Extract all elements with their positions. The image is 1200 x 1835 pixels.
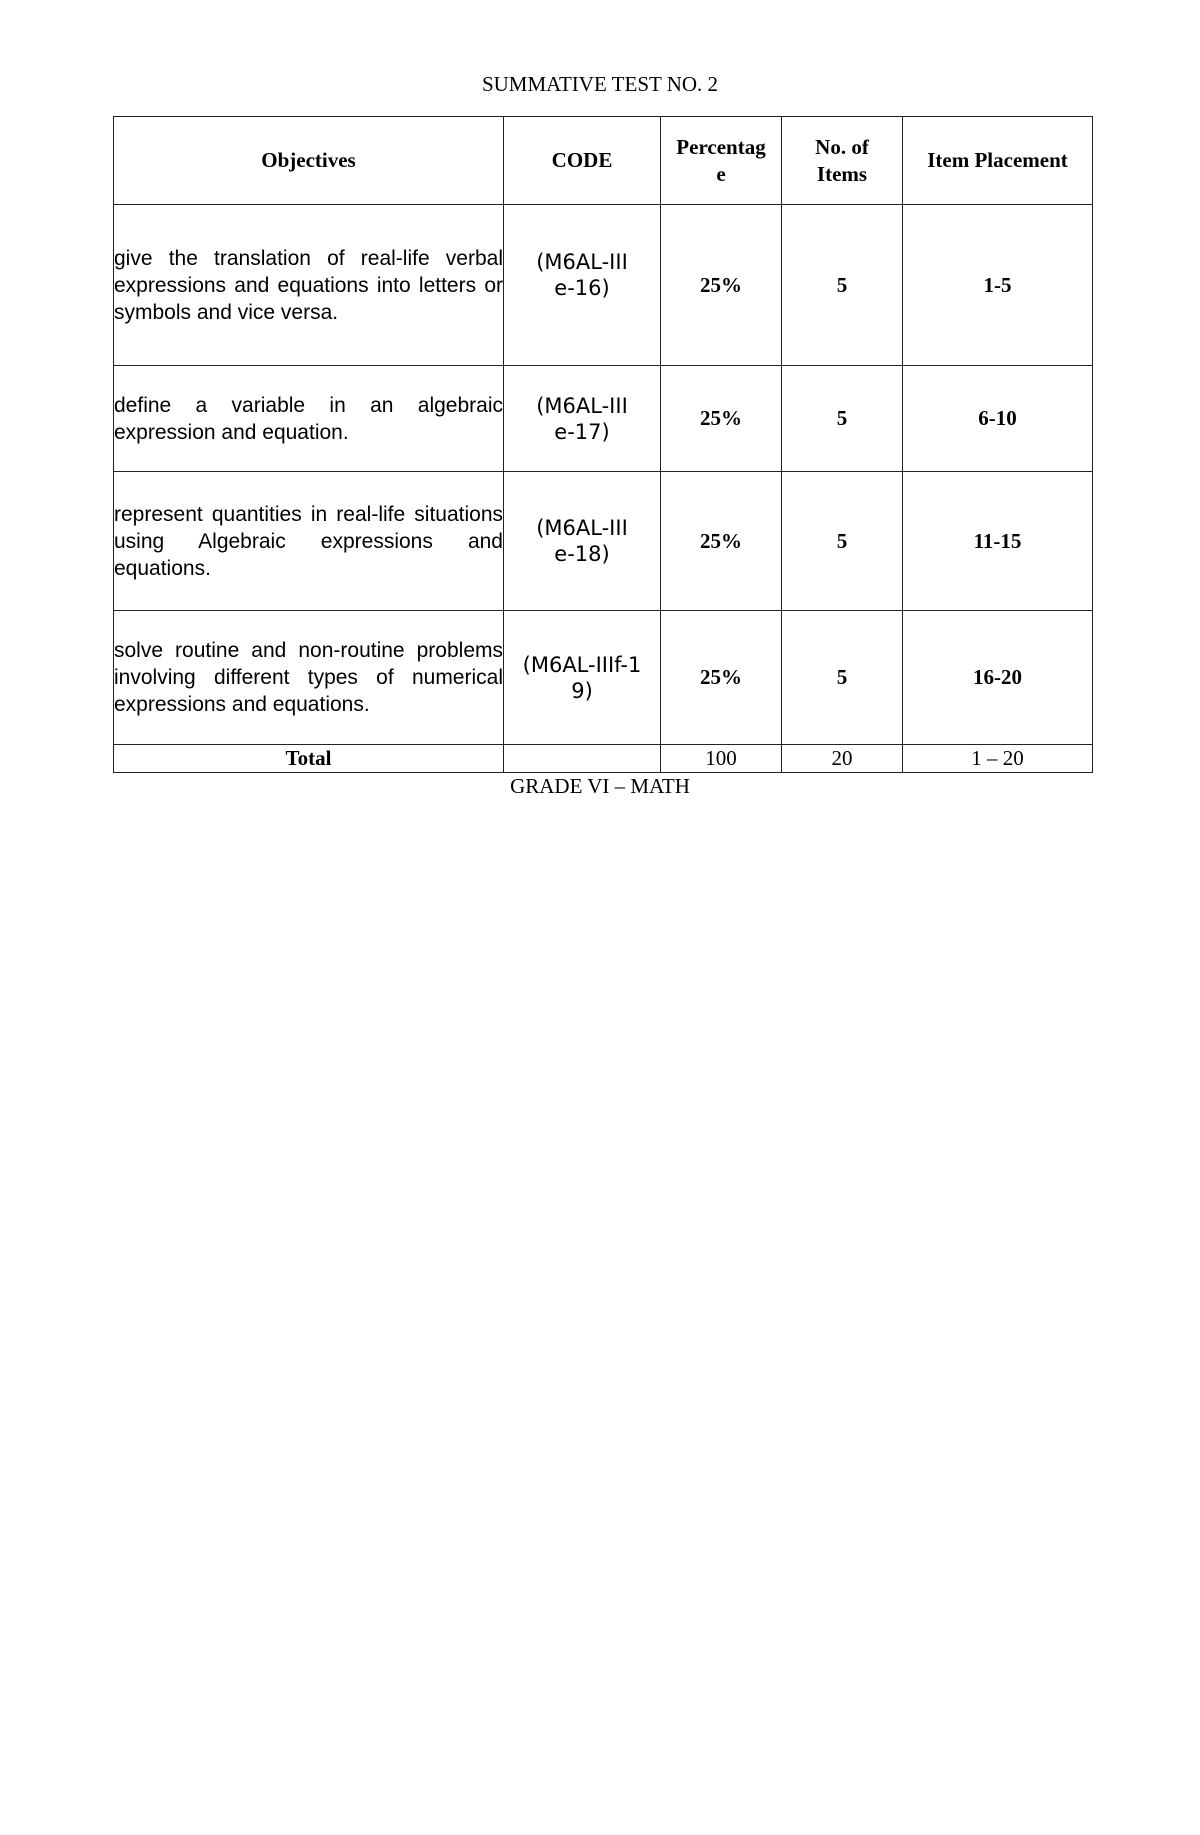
placement-cell: 11-15 xyxy=(903,472,1093,611)
items-cell: 5 xyxy=(782,366,903,472)
table-row xyxy=(114,472,1093,611)
total-label: Total xyxy=(114,745,504,773)
objective-cell: give the translation of real-life verbal expressions and equations into letters or symbols and vice versa. xyxy=(114,205,504,366)
objective-cell: represent quantities in real-life situations using Algebraic expressions and equations. xyxy=(114,472,504,611)
percentage-cell: 25% xyxy=(661,611,782,745)
code-cell xyxy=(504,611,661,745)
percentage-cell: 25% xyxy=(661,205,782,366)
header-percentage: Percentage xyxy=(661,117,782,205)
total-items: 20 xyxy=(782,745,903,773)
table-header-row xyxy=(114,117,1093,205)
objective-cell: solve routine and non-routine problems involving different types of numerical expressions and equations. xyxy=(114,611,504,745)
objective-cell: define a variable in an algebraic expression and equation. xyxy=(114,366,504,472)
placement-cell: 1-5 xyxy=(903,205,1093,366)
page-title: SUMMATIVE TEST NO. 2 xyxy=(481,72,719,96)
header-item-placement: Item Placement xyxy=(903,117,1093,205)
code-text: (M6AL-IIIf-19) xyxy=(522,652,642,703)
header-code: CODE xyxy=(504,117,661,205)
code-cell xyxy=(504,205,661,366)
code-text: (M6AL-IIIe-17) xyxy=(536,393,628,444)
items-cell: 5 xyxy=(782,611,903,745)
code-cell xyxy=(504,366,661,472)
table-row xyxy=(114,611,1093,745)
placement-cell: 6-10 xyxy=(903,366,1093,472)
placement-cell: 16-20 xyxy=(903,611,1093,745)
percentage-cell: 25% xyxy=(661,366,782,472)
table-total-row xyxy=(114,745,1093,773)
header-objectives: Objectives xyxy=(114,117,504,205)
table-of-specifications xyxy=(113,116,1093,773)
code-cell xyxy=(504,472,661,611)
items-cell: 5 xyxy=(782,472,903,611)
total-percentage: 100 xyxy=(661,745,782,773)
total-placement: 1 – 20 xyxy=(903,745,1093,773)
page-footer: GRADE VI – MATH xyxy=(510,774,690,798)
table-row xyxy=(114,366,1093,472)
percentage-cell: 25% xyxy=(661,472,782,611)
total-code-cell xyxy=(504,745,661,773)
code-text: (M6AL-IIIe-16) xyxy=(536,250,628,300)
header-number-of-items: No. of Items xyxy=(782,117,903,205)
items-cell: 5 xyxy=(782,205,903,366)
code-text: (M6AL-IIIe-18) xyxy=(536,516,628,566)
table-row xyxy=(114,205,1093,366)
